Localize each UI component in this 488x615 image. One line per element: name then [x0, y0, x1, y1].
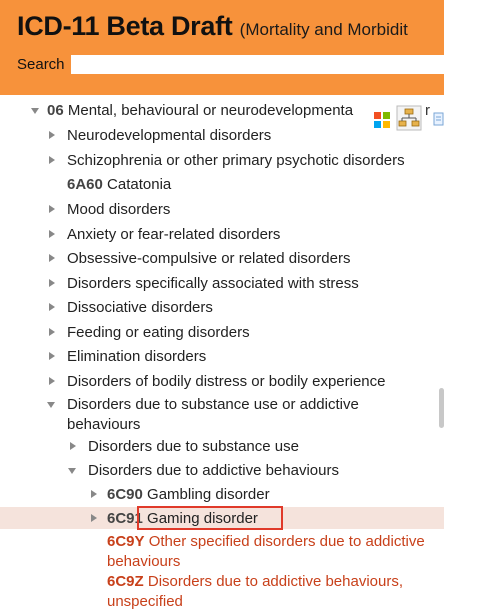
page-margin	[444, 0, 488, 615]
tree-item-label-continued: behaviours	[107, 553, 181, 570]
tree-item-label: Neurodevelopmental disorders	[67, 127, 272, 144]
tree-item-label: Disorders due to substance use or addictive	[67, 396, 359, 413]
collapsed-arrow-icon[interactable]	[49, 352, 55, 360]
tree-item-label: Disorders due to substance use	[88, 438, 299, 455]
search-input[interactable]	[71, 55, 444, 74]
tree-item-label: 6C91 Gaming disorder	[107, 510, 258, 527]
tree-item-label: Dissociative disorders	[67, 299, 213, 316]
expanded-arrow-icon[interactable]	[68, 468, 76, 474]
title-main-text: ICD-11 Beta Draft	[17, 11, 233, 41]
collapsed-arrow-icon[interactable]	[49, 230, 55, 238]
collapsed-arrow-icon[interactable]	[70, 442, 76, 450]
collapsed-arrow-icon[interactable]	[49, 377, 55, 385]
tree-item-label: Elimination disorders	[67, 348, 207, 365]
tree-item-label: Feeding or eating disorders	[67, 324, 250, 341]
tree-item-label: Disorders specifically associated with stress	[67, 275, 359, 292]
classification-tree	[0, 98, 444, 615]
tree-item-label: Obsessive-compulsive or related disorders	[67, 250, 351, 267]
collapsed-arrow-icon[interactable]	[91, 514, 97, 522]
hierarchy-icon[interactable]	[396, 105, 422, 131]
tree-item-label: Disorders due to addictive behaviours	[88, 462, 339, 479]
chapter-label-tail: r	[425, 102, 430, 119]
collapsed-arrow-icon[interactable]	[91, 490, 97, 498]
tree-item-label: Anxiety or fear-related disorders	[67, 226, 281, 243]
tree-item-label: 06 Mental, behavioural or neurodevelopmenta	[47, 102, 354, 119]
expanded-arrow-icon[interactable]	[31, 108, 39, 114]
collapsed-arrow-icon[interactable]	[49, 328, 55, 336]
collapsed-arrow-icon[interactable]	[49, 303, 55, 311]
tree-item-label: Mood disorders	[67, 201, 171, 218]
title-subtitle: (Mortality and Morbidit	[239, 20, 408, 39]
collapsed-arrow-icon[interactable]	[49, 156, 55, 164]
page-title	[17, 11, 408, 42]
tree-item-label: 6C9Z Disorders due to addictive behaviours,	[107, 573, 403, 590]
tree-item-label: Schizophrenia or other primary psychotic disorders	[67, 152, 405, 169]
tree-item-label: 6C9Y Other specified disorders due to addictive	[107, 533, 425, 550]
tree-item-label-continued: unspecified	[107, 593, 183, 610]
highlight-box	[137, 506, 283, 530]
search-label: Search	[17, 56, 65, 73]
tree-item-label: 6A60 Catatonia	[67, 176, 172, 193]
scrollbar-thumb[interactable]	[439, 388, 444, 428]
collapsed-arrow-icon[interactable]	[49, 279, 55, 287]
collapsed-arrow-icon[interactable]	[49, 205, 55, 213]
collapsed-arrow-icon[interactable]	[49, 254, 55, 262]
expanded-arrow-icon[interactable]	[47, 402, 55, 408]
scroll-icon[interactable]	[433, 112, 444, 126]
tree-item-label: 6C90 Gambling disorder	[107, 486, 270, 503]
tree-item-label: Disorders of bodily distress or bodily experience	[67, 373, 386, 390]
collapsed-arrow-icon[interactable]	[49, 131, 55, 139]
header-bar	[0, 0, 444, 95]
tree-item-label-continued: behaviours	[67, 416, 141, 433]
windows-logo-icon[interactable]	[373, 111, 391, 129]
